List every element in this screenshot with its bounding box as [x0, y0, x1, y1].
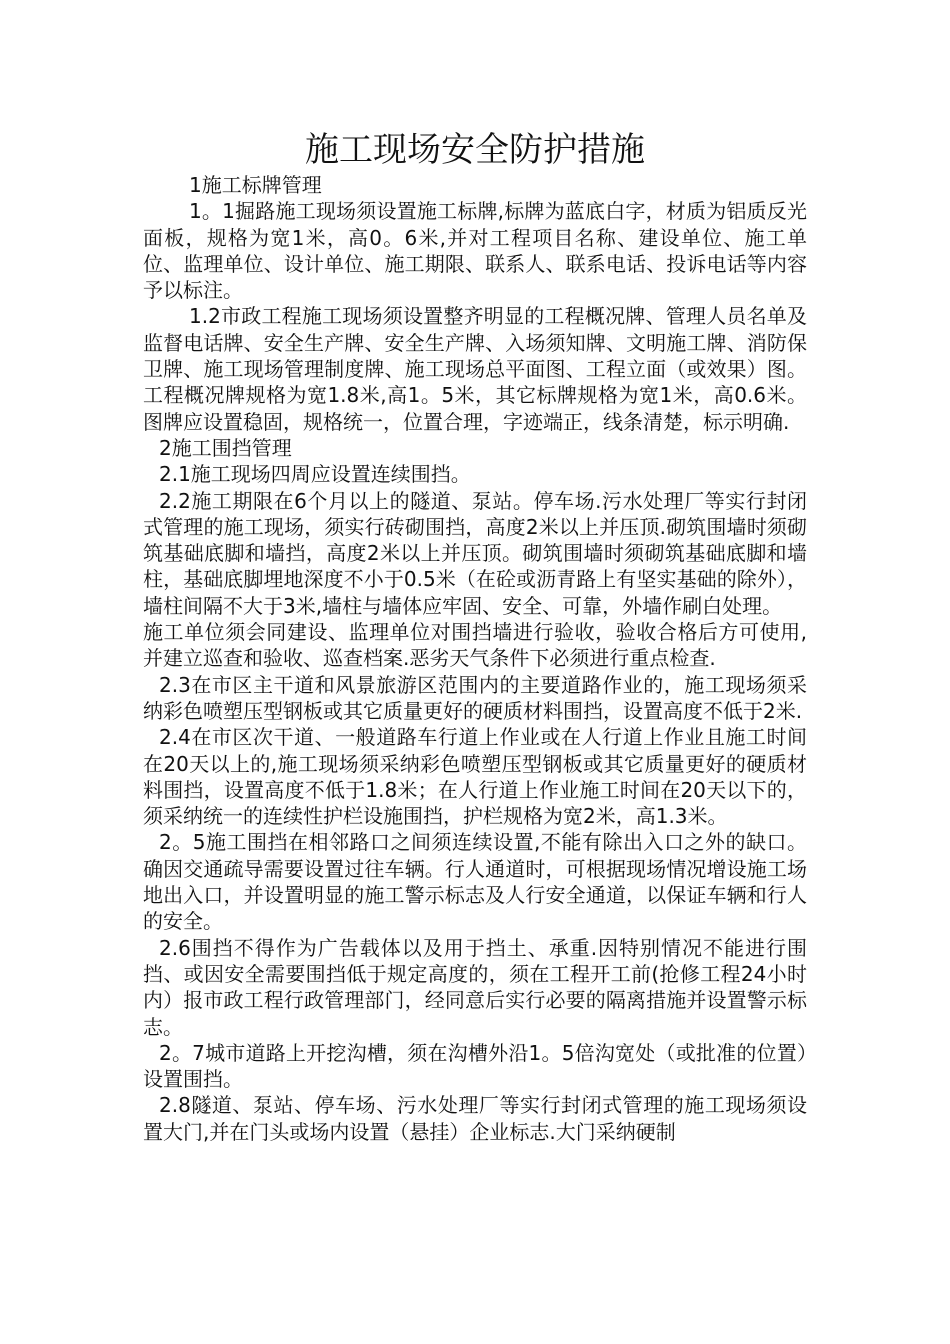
section-heading-1: 1施工标牌管理: [189, 173, 322, 197]
document-body: [143, 172, 807, 1145]
paragraph-2-5: 2。5施工围挡在相邻路口之间须连续设置,不能有除出入口之外的缺口。确因交通疏导需要设置过往车辆。行人通道时，可根据现场情况增设施工场地出入口，并设置明显的施工警示标志及人行安全通道，以保证车辆和行人的安全。: [143, 830, 807, 934]
document-title: 施工现场安全防护措施: [305, 130, 645, 170]
paragraph-2-1: 2.1施工现场四周应设置连续围挡。: [159, 462, 471, 487]
paragraph-1-1: 1。1掘路施工现场须设置施工标牌,标牌为蓝底白字，材质为铝质反光面板，规格为宽1米，高0。6米,并对工程项目名称、建设单位、施工单位、监理单位、设计单位、施工期限、联系人、联系电话、投诉电话等内容予以标注。: [143, 199, 807, 303]
paragraph-2-3: 2.3在市区主干道和风景旅游区范围内的主要道路作业的，施工现场须采纳彩色喷塑压型钢板或其它质量更好的硬质材料围挡，设置高度不低于2米.: [143, 672, 807, 723]
paragraph-2-7: 2。7城市道路上开挖沟槽，须在沟槽外沿1。5倍沟宽处（或批准的位置）设置围挡。: [143, 1040, 807, 1092]
paragraph-2-4: 2.4在市区次干道、一般道路车行道上作业或在人行道上作业且施工时间在20天以上的,施工现场须采纳彩色喷塑压型钢板或其它质量更好的硬质材料围挡，设置高度不低于1.8米；在人行道上作业施工时间在20天以下的，须采纳统一的连续性护栏设施围挡，护栏规格为宽2米，高1.3米。: [143, 725, 807, 829]
paragraph-2-6: 2.6围挡不得作为广告载体以及用于挡土、承重.因特别情况不能进行围挡、或因安全需要围挡低于规定高度的，须在工程开工前(抢修工程24小时内）报市政工程行政管理部门，经同意后实行必要的隔离措施并设置警示标志。: [143, 935, 807, 1039]
section-heading-2: 2施工围挡管理: [159, 435, 292, 460]
paragraph-2-8: 2.8隧道、泵站、停车场、污水处理厂等实行封闭式管理的施工现场须设置大门,并在门头或场内设置（悬挂）企业标志.大门采纳硬制: [143, 1093, 807, 1144]
paragraph-2-2: 2.2施工期限在6个月以上的隧道、泵站。停车场.污水处理厂等实行封闭式管理的施工现场，须实行砖砌围挡，高度2米以上并压顶.砌筑围墙时须砌筑基础底脚和墙挡，高度2米以上并压顶。砌筑围墙时须砌筑基础底脚和墙柱，基础底脚埋地深度不小于0.5米（在砼或沥青路上有坚实基础的除外），墙柱间隔不大于3米,墙柱与墙体应牢固、安全、可靠，外墙作刷白处理。: [143, 488, 807, 618]
paragraph-2-2-continued: 施工单位须会同建设、监理单位对围挡墙进行验收，验收合格后方可使用,并建立巡查和验收、巡查档案.恶劣天气条件下必须进行重点检查.: [143, 620, 807, 671]
paragraph-1-2: 1.2市政工程施工现场须设置整齐明显的工程概况牌、管理人员名单及监督电话牌、安全生产牌、安全生产牌、入场须知牌、文明施工牌、消防保卫牌、施工现场管理制度牌、施工现场总平面图、工程立面（或效果）图。工程概况牌规格为宽1.8米,高1。5米，其它标牌规格为宽1米，高0.6米。图牌应设置稳固，规格统一，位置合理，字迹端正，线条清楚，标示明确.: [143, 304, 807, 434]
